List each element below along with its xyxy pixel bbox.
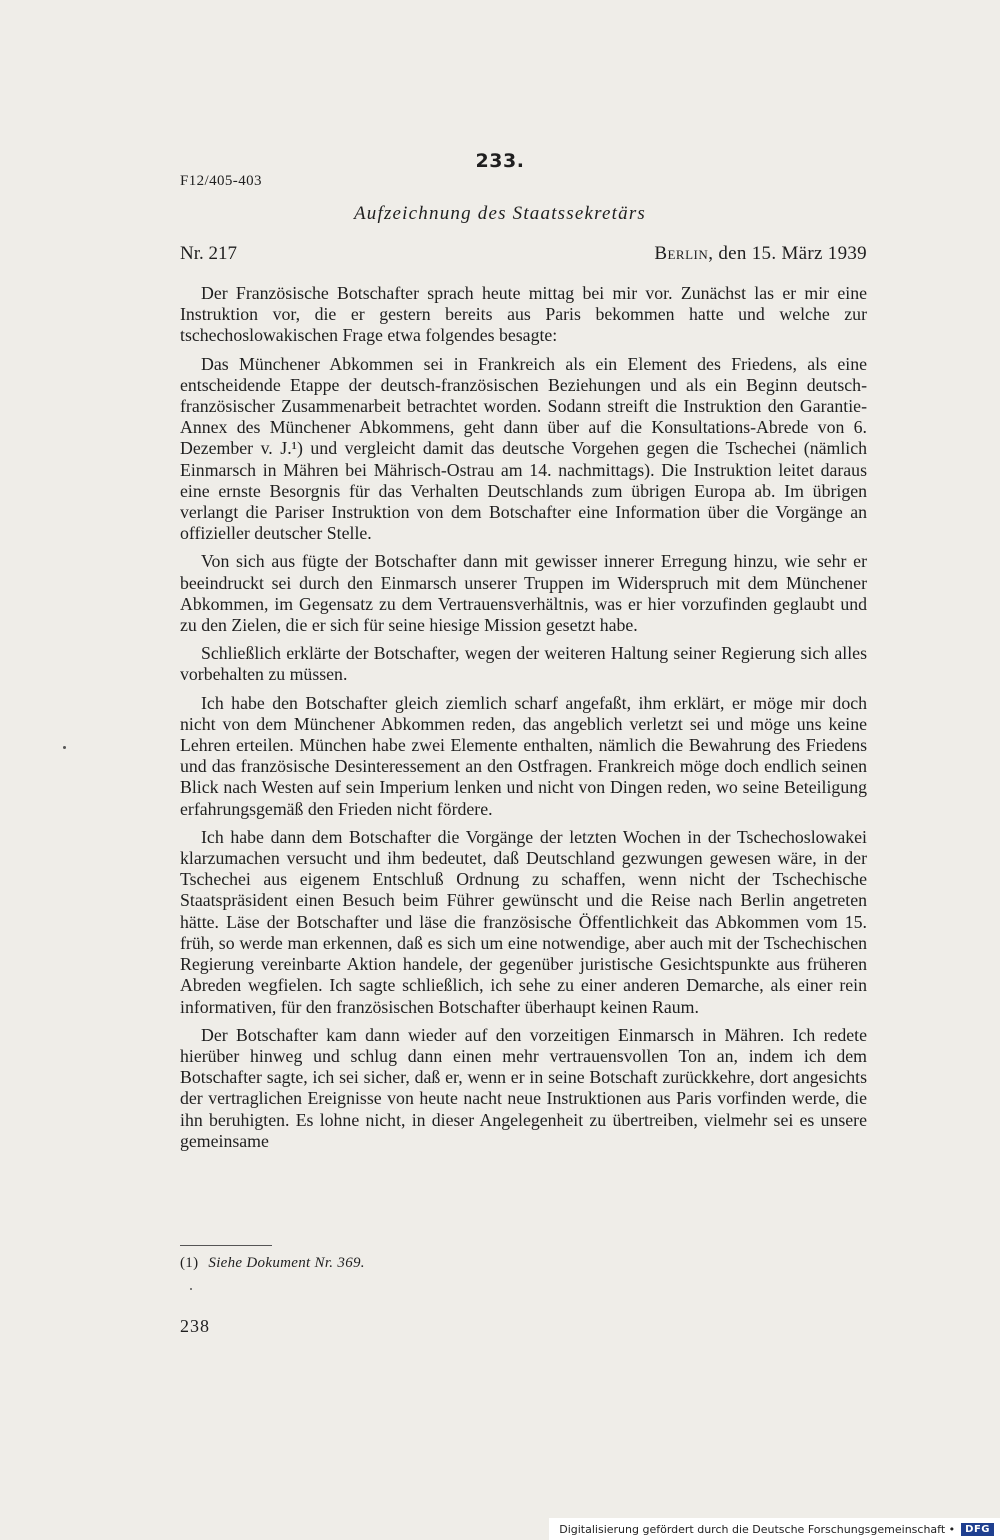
document-nr: Nr. 217 (180, 243, 237, 264)
dateline (654, 243, 867, 265)
paragraph: Von sich aus fügte der Botschafter dann mit gewisser innerer Erregung hinzu, wie sehr er beeindruckt sei durch den Einmarsch unserer Truppen im Widerspruch mit dem Münchener Abkommen, im Gegensatz zu dem Vertrauensverhältnis, was er hier vorzufinden geglaubt und zu den Zielen, die er sich für seine hiesige Mission gesetzt habe. (180, 551, 867, 636)
dateline-place: Berlin (654, 243, 709, 264)
document-body (180, 283, 867, 1152)
paragraph: Ich habe den Botschafter gleich ziemlich scharf angefaßt, ihm erklärt, er möge mir doch nicht von dem Münchener Abkommen reden, das angeblich verletzt sei und möge uns keine Lehren erteilen. München habe zwei Elemente enthalten, nämlich die Bewahrung des Friedens und das französische Desinteressement an den Ostfragen. Frankreich möge doch endlich seinen Blick nach Westen auf sein Imperium lenken und nicht von Dingen reden, wo seine Beteiligung erfahrungsgemäß den Frieden nicht fördere. (180, 692, 867, 819)
paragraph: Schließlich erklärte der Botschafter, wegen der weiteren Haltung seiner Regierung sich alles vorbehalten zu müssen. (180, 643, 867, 685)
footnote-marker: (1) (180, 1255, 199, 1271)
file-reference: F12/405-403 (180, 173, 262, 189)
paragraph: Ich habe dann dem Botschafter die Vorgänge der letzten Wochen in der Tschechoslowakei klarzumachen versucht und ihm bedeutet, daß Deutschland gezwungen gewesen wäre, in der Tschechei aus eigenem Entschluß Ordnung zu schaffen, wenn nicht der Tschechische Staatspräsident einen Besuch beim Führer gewünscht und die Reise nach Berlin angetreten hätte. Läse der Botschafter und läse die französische Öffentlichkeit das Abkommen vom 15. früh, so werde man erkennen, daß es sich um eine notwendige, aber auch mit der Tschechischen Regierung vereinbarte Aktion handele, der gegenüber juristische Gesichtspunkte aus früheren Abreden wegfielen. Ich sagte schließlich, ich sehe zu einer anderen Demarche, als einer rein informativen, für den französischen Botschafter überhaupt keinen Raum. (180, 826, 867, 1017)
paragraph: Das Münchener Abkommen sei in Frankreich als ein Element des Friedens, als eine entscheidende Etappe der deutsch-französischen Beziehungen und als ein Beginn deutsch-französischer Zusammenarbeit betrachtet worden. Sodann streift die Instruktion den Garantie-Annex des Münchener Abkommens, geht dann über auf die Konsultations-Abrede von 6. Dezember v. J.¹) und vergleicht damit das deutsche Vorgehen gegen die Tschechei (nämlich Einmarsch in Mähren bei Mährisch-Ostrau am 14. nachmittags). Die Instruktion leitet daraus eine ernste Besorgnis für das Verhalten Deutschlands zum übrigen Europa ab. Im übrigen verlangt die Pariser Instruktion von dem Botschafter eine Information über die Vorgänge an offizieller deutscher Stelle. (180, 353, 867, 544)
scan-speck (190, 1288, 192, 1290)
paragraph: Der Botschafter kam dann wieder auf den vorzeitigen Einmarsch in Mähren. Ich redete hierüber hinweg und schlug dann einen mehr vertrauensvollen Ton an, indem ich dem Botschafter sagte, ich sei sicher, daß er, wenn er in seine Botschaft zurückkehre, dort angesichts der vertraglichen Ereignisse von heute nacht neue Instruktionen aus Paris vorfinden werde, die ihn beruhigten. Es lohne nicht, in dieser Angelegenheit zu übertreiben, vielmehr sei es unsere gemeinsame (180, 1024, 867, 1151)
footnote (180, 1255, 365, 1272)
dfg-logo[interactable]: DFG (961, 1523, 994, 1536)
document-number: 233. (475, 150, 525, 172)
page-number: 238 (180, 1316, 210, 1336)
dateline-date: , den 15. März 1939 (708, 243, 867, 264)
scan-speck (63, 746, 66, 749)
footnote-text: Siehe Dokument Nr. 369. (208, 1255, 365, 1271)
paragraph: Der Französische Botschafter sprach heute mittag bei mir vor. Zunächst las er mir eine Instruktion vor, die er gestern bereits aus Paris bekommen hatte und welche zur tschechoslowakischen Frage etwa folgendes besagte: (180, 283, 867, 346)
footnote-rule (180, 1245, 272, 1246)
funding-text: Digitalisierung gefördert durch die Deutsche Forschungsgemeinschaft • (559, 1522, 956, 1536)
funding-footer (549, 1518, 1000, 1540)
document-title: Aufzeichnung des Staatssekretärs (353, 203, 647, 224)
